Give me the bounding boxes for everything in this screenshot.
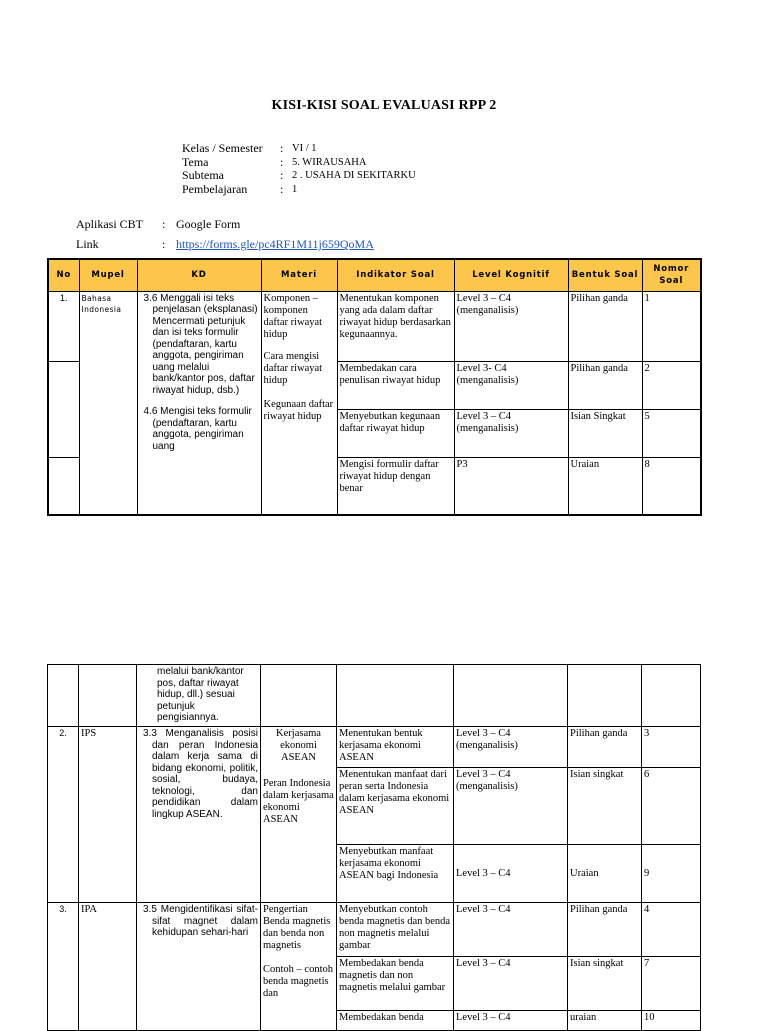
level-cell: Level 3 – C4 (menganalisis) [454,727,568,768]
meta-value: 5. WIRAUSAHA [292,156,367,168]
row-number: 3. [48,903,79,1031]
kd-text: melalui bank/kantor pos, daftar riwayat hidup, dll.) sesuai petunjuk pengisiannya. [157,666,244,723]
nomor-cell: 4 [642,903,701,957]
kisi-table-page2 [47,664,701,1031]
materi-item: Contoh – contoh benda magnetis dan [263,964,333,999]
nomor-cell: 10 [642,1011,701,1031]
meta-key: Pembelajaran [182,181,248,196]
meta-block: Kelas / Semester : VI / 1 Tema : 5. WIRAUSAHA Subtema : 2 . USAHA DI SEKITARKU Pembelajaran : 1 [182,141,416,196]
kd-cell [137,291,261,515]
materi-cell [261,291,337,515]
mupel-cell: IPA [79,903,137,1031]
kd-text: 3.6 Menggali isi teks penjelasan (eksplanasi) Mencermati petunjuk dan isi teks formulir (pendaftaran, kartu anggota, pengiriman uang melalui bank/kantor pos, daftar riwayat hidup, dsb.) [143,292,258,396]
kd-text: 4.6 Mengisi teks formulir (pendaftaran, kartu anggota, pengiriman uang [143,406,252,452]
kd-cell [137,665,261,727]
bentuk-cell: Isian Singkat [568,409,642,457]
bentuk-cell: Uraian [568,845,642,903]
kd-text: 3.3 Menganalisis posisi dan peran Indonesia dalam kerja sama di bidang ekonomi, politik, sosial, budaya, teknologi, dan pendidikan dalam lingkup ASEAN. [143,728,258,820]
indikator-cell: Menentukan manfaat dari peran serta Indonesia dalam kerjasama ekonomi ASEAN [337,768,454,845]
nomor-cell: 2 [642,361,701,409]
materi-item: Pengertian Benda magnetis dan benda non magnetis [263,904,331,951]
level-cell: Level 3 – C4 (menganalisis) [454,291,568,361]
nomor-cell: 1 [642,291,701,361]
header-nomor: Nomor Soal [642,259,701,291]
bentuk-cell: Isian singkat [568,768,642,845]
row-number: 1. [48,291,79,361]
table-row [48,727,701,768]
meta-value: 2 . USAHA DI SEKITARKU [292,170,416,181]
materi-item: Kerjasama ekonomi ASEAN [276,728,321,763]
document-title: KISI-KISI SOAL EVALUASI RPP 2 [271,98,497,113]
header-kd: KD [137,259,261,291]
meta-value: 1 [292,183,298,195]
level-cell: Level 3 – C4 [454,1011,568,1031]
header-materi: Materi [261,259,337,291]
nomor-cell: 7 [642,957,701,1011]
level-cell: Level 3- C4 (menganalisis) [454,361,568,409]
kisi-table-page1 [47,258,702,516]
kd-text: 3.5 Mengidentifikasi sifat-sifat magnet dalam kehidupan sehari-hari [143,904,258,938]
bentuk-cell: Isian singkat [568,957,642,1011]
table-row [48,903,701,957]
indikator-cell: Membedakan cara penulisan riwayat hidup [337,361,454,409]
indikator-cell: Menyebutkan kegunaan daftar riwayat hidup [337,409,454,457]
header-row [48,259,701,291]
kd-cell [137,903,261,1031]
nomor-cell: 3 [642,727,701,768]
level-cell: P3 [454,457,568,515]
header-level: Level Kognitif [454,259,568,291]
meta-key: Subtema [182,168,224,182]
mupel-cell: Bahasa Indonesia [79,291,137,515]
header-mupel: Mupel [79,259,137,291]
meta-key: Tema [182,154,209,169]
indikator-cell: Membedakan benda magnetis dan non magnetis melalui gambar [337,957,454,1011]
level-cell: Level 3 – C4 [454,845,568,903]
materi-cell [261,727,337,903]
aplikasi-row: Aplikasi CBT : Google Form [76,217,241,231]
row-number: 2. [48,727,79,903]
aplikasi-key: Aplikasi CBT [76,217,144,231]
header-indikator: Indikator Soal [337,259,454,291]
materi-item: Komponen – komponen daftar riwayat hidup [263,292,323,340]
meta-value: VI / 1 [292,143,317,154]
level-cell: Level 3 – C4 [454,957,568,1011]
table-row [48,665,701,727]
bentuk-cell: Uraian [568,457,642,515]
level-cell: Level 3 – C4 (menganalisis) [454,409,568,457]
header-no: No [48,259,79,291]
materi-item: Kegunaan daftar riwayat hidup [263,398,334,422]
table-row [48,291,701,361]
bentuk-cell: Pilihan ganda [568,727,642,768]
nomor-cell: 8 [642,457,701,515]
kd-cell [137,727,261,903]
level-cell: Level 3 – C4 [454,903,568,957]
indikator-cell: Menyebutkan contoh benda magnetis dan benda non magnetis melalui gambar [337,903,454,957]
indikator-cell: Menentukan bentuk kerjasama ekonomi ASEAN [337,727,454,768]
materi-cell [261,903,337,1031]
level-cell: Level 3 – C4 (menganalisis) [454,768,568,845]
header-bentuk: Bentuk Soal [568,259,642,291]
bentuk-cell: Pilihan ganda [568,903,642,957]
aplikasi-value: Google Form [176,217,241,231]
nomor-cell: 5 [642,409,701,457]
indikator-cell: Menentukan komponen yang ada dalam daftar riwayat hidup berdasarkan kegunaannya. [337,291,454,361]
materi-item: Cara mengisi daftar riwayat hidup [263,350,323,386]
link-key: Link [76,237,99,251]
indikator-cell: Menyebutkan manfaat kerjasama ekonomi ASEAN bagi Indonesia [337,845,454,903]
meta-key: Kelas / Semester [182,141,263,155]
nomor-cell: 9 [642,845,701,903]
nomor-cell: 6 [642,768,701,845]
bentuk-cell: Pilihan ganda [568,291,642,361]
mupel-cell: IPS [79,727,137,903]
indikator-cell: Membedakan benda [337,1011,454,1031]
indikator-cell: Mengisi formulir daftar riwayat hidup dengan benar [337,457,454,515]
bentuk-cell: uraian [568,1011,642,1031]
link-row: Link : https://forms.gle/pc4RF1M11j659QoMA [76,237,374,251]
materi-item: Peran Indonesia dalam kerjasama ekonomi ASEAN [263,778,334,825]
bentuk-cell: Pilihan ganda [568,361,642,409]
form-link[interactable]: https://forms.gle/pc4RF1M11j659QoMA [176,237,374,251]
